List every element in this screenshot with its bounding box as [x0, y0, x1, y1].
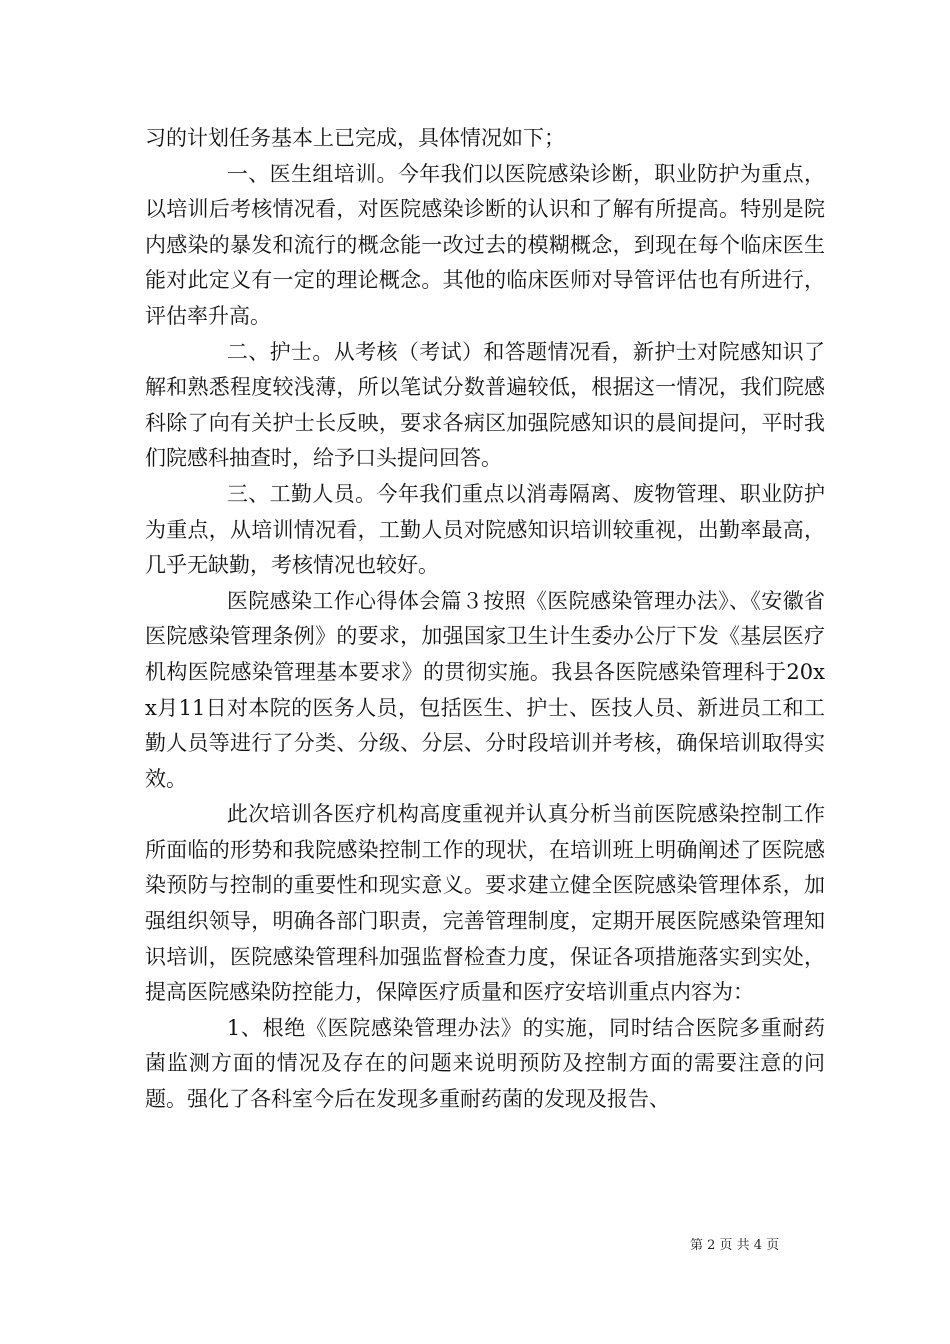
paragraph-service-staff: 三、工勤人员。今年我们重点以消毒隔离、废物管理、职业防护为重点，从培训情况看，工勤人员对院感知识培训较重视，出勤率最高，几乎无缺勤，考核情况也较好。 — [145, 481, 825, 578]
document-body — [145, 121, 825, 1118]
paragraph-nurse-training: 二、护士。从考核（考试）和答题情况看，新护士对院感知识了解和熟悉程度较浅薄，所以笔试分数普遍较低，根据这一情况，我们院感科除了向有关护士长反映，要求各病区加强院感知识的晨间提问，平时我们院感科抽查时，给予口头提问回答。 — [145, 339, 825, 471]
paragraph-item-1: 1、根绝《医院感染管理办法》的实施，同时结合医院多重耐药菌监测方面的情况及存在的问题来说明预防及控制方面的需要注意的问题。强化了各科室今后在发现多重耐药菌的发现及报告、 — [145, 1015, 825, 1112]
paragraph-continuation: 习的计划任务基本上已完成，具体情况如下； — [145, 126, 565, 150]
page-number-footer: 第 2 页 共 4 页 — [690, 1238, 780, 1253]
paragraph-doctor-training: 一、医生组培训。今年我们以医院感染诊断，职业防护为重点，以培训后考核情况看，对医院感染诊断的认识和了解有所提高。特别是院内感染的暴发和流行的概念能一改过去的模糊概念，到现在每个临床医生能对此定义有一定的理论概念。其他的临床医师对导管评估也有所进行，评估率升高。 — [145, 161, 825, 328]
paragraph-training-overview: 此次培训各医疗机构高度重视并认真分析当前医院感染控制工作所面临的形势和我院感染控制工作的现状，在培训班上明确阐述了医院感染预防与控制的重要性和现实意义。要求建立健全医院感染管理体系，加强组织领导，明确各部门职责，完善管理制度，定期开展医院感染管理知识培训，医院感染管理科加强监督检查力度，保证各项措施落实到实处，提高医院感染防控能力，保障医疗质量和医疗安培训重点内容为： — [145, 802, 825, 1005]
paragraph-chapter-3: 医院感染工作心得体会篇３按照《医院感染管理办法》、《安徽省医院感染管理条例》的要求，加强国家卫生计生委办公厅下发《基层医疗机构医院感染管理基本要求》的贯彻实施。我县各医院感染管理科于20xx月11日对本院的医务人员，包括医生、护士、医技人员、新进员工和工勤人员等进行了分类、分级、分层、分时段培训并考核，确保培训取得实效。 — [145, 588, 825, 791]
